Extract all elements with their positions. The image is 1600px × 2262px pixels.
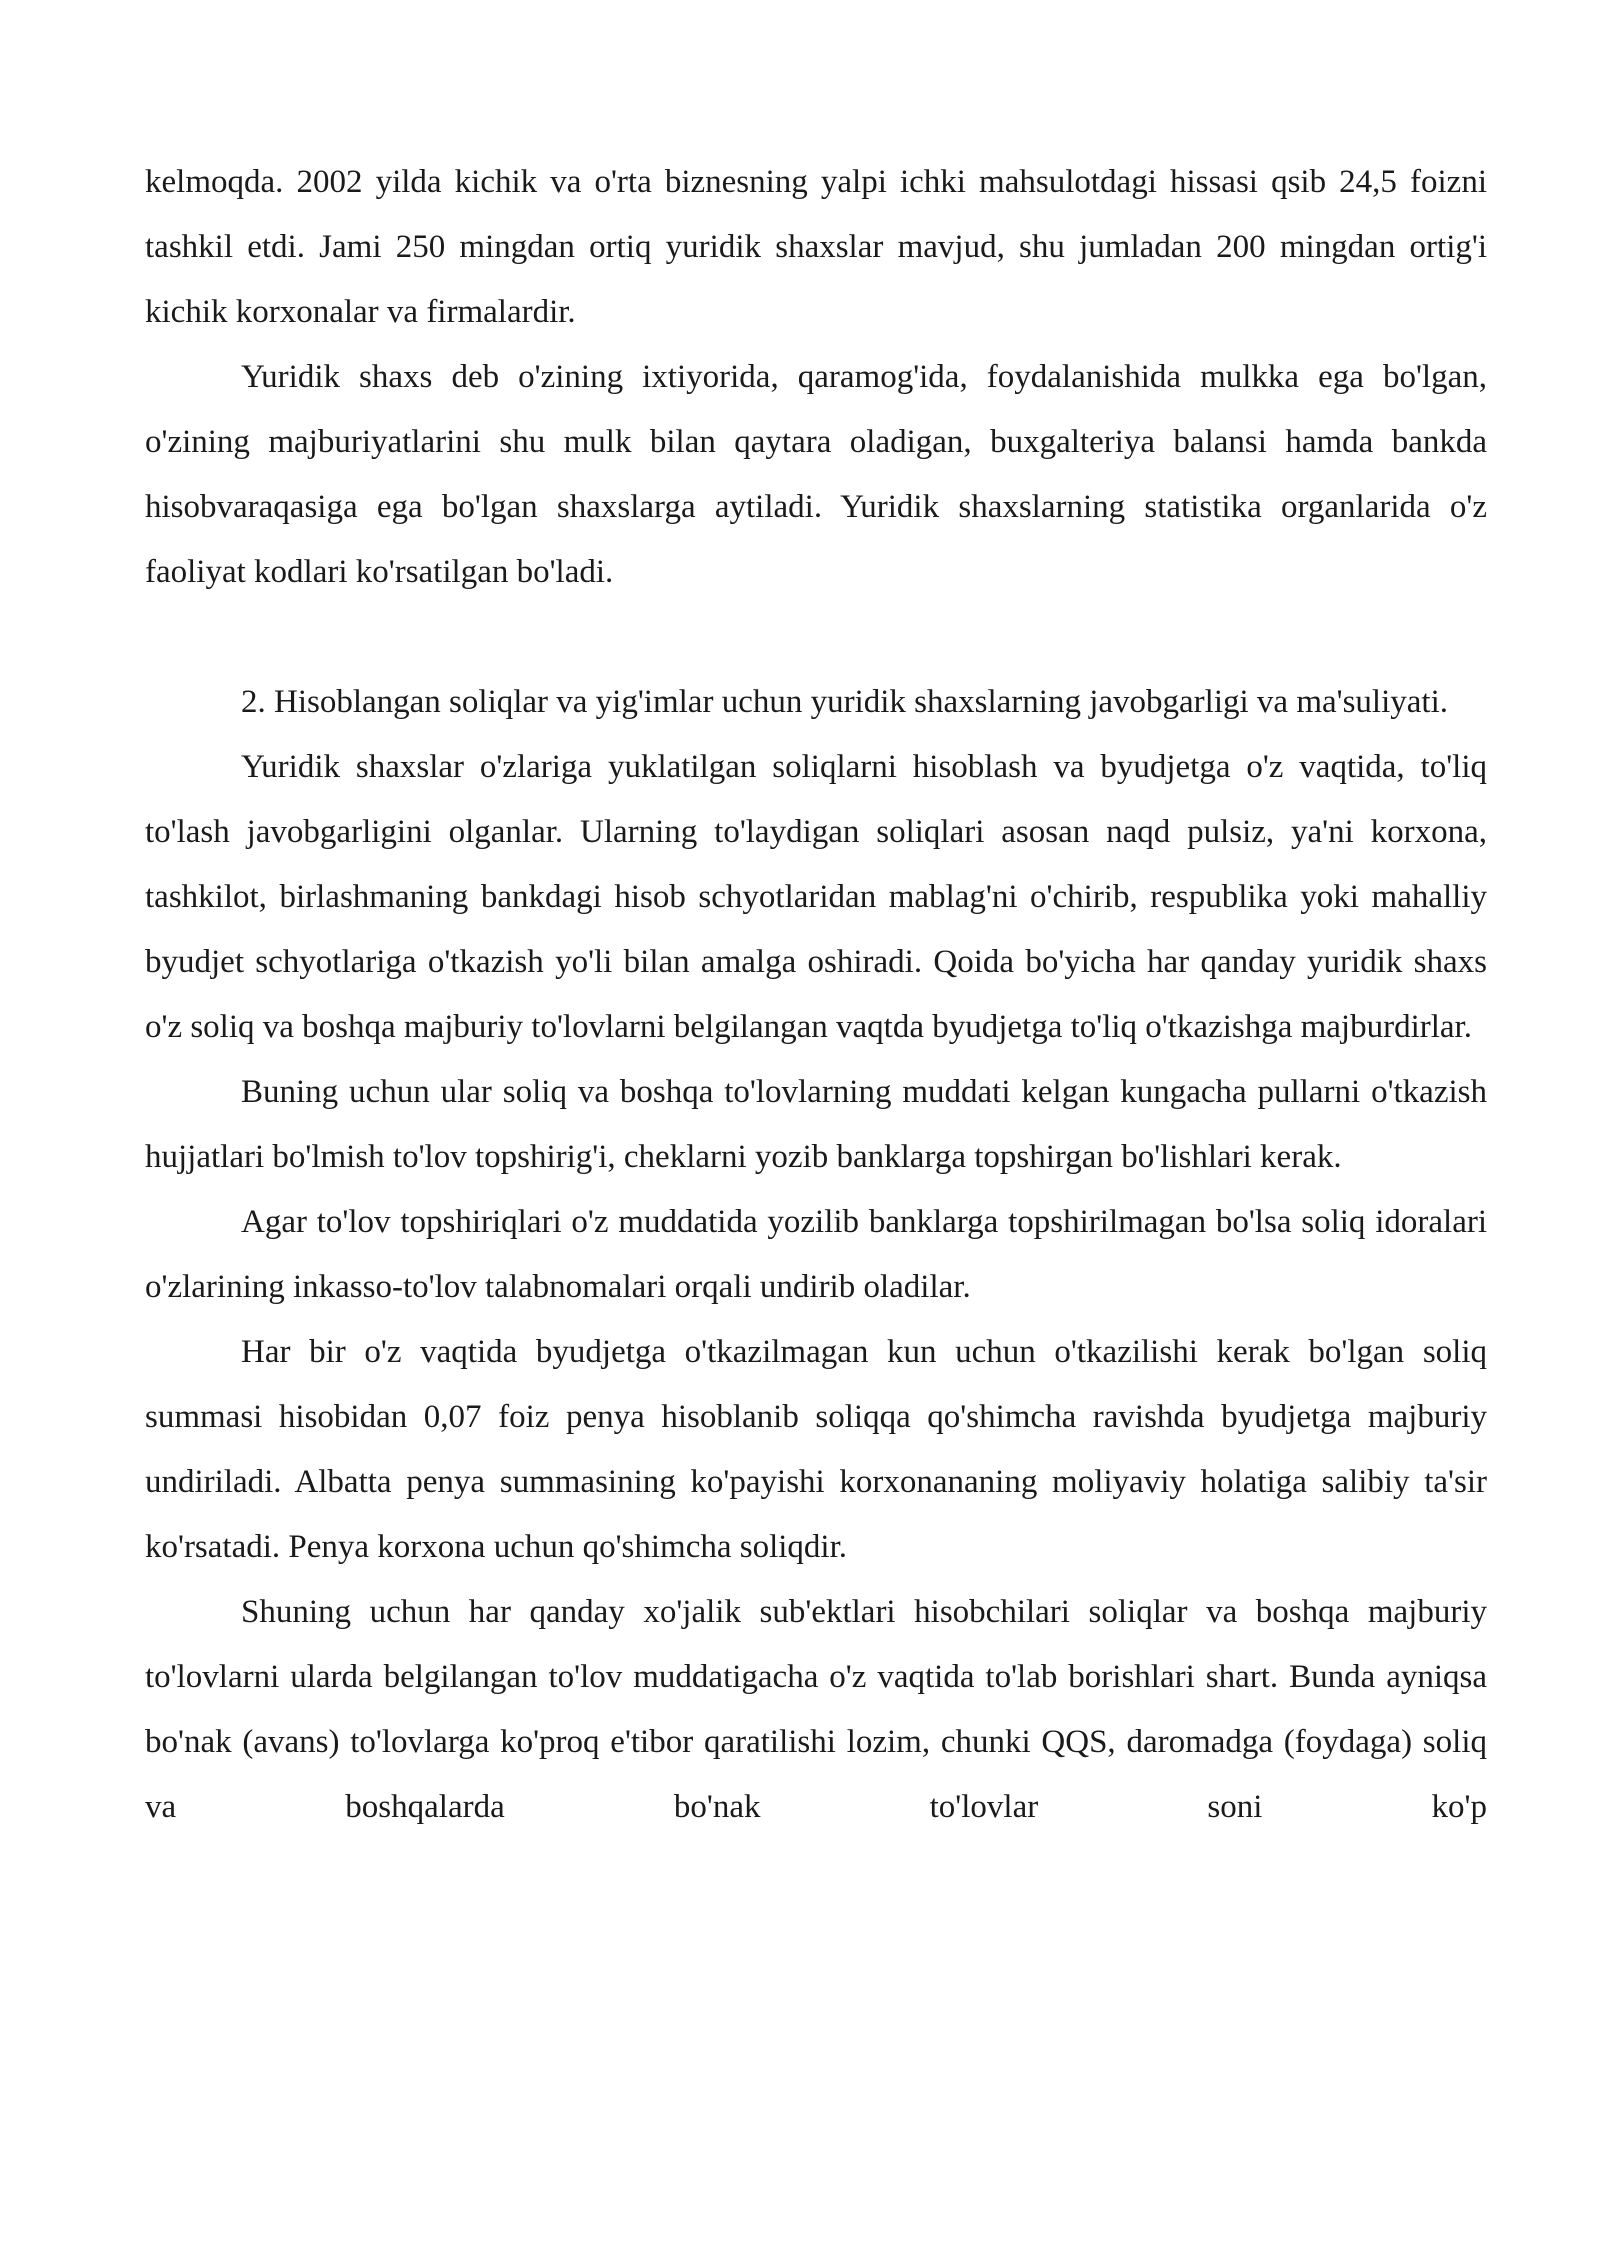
paragraph-timely-payment: Shuning uchun har qanday xo'jalik sub'ektlari hisobchilari soliqlar va boshqa majburiy to'lovlarni ularda belgilangan to'lov muddatigacha o'z vaqtida to'lab borishlari shart. Bunda ayniqsa bo'nak (avans) to'lovlarga ko'proq e'tibor qaratilishi lozim, chunki QQS, daromadga (foydaga) soliq va boshqalarda bo'nak to'lovlar soni ko'p [145, 1594, 1487, 1825]
blank-line [145, 605, 1487, 670]
section-heading: 2. Hisoblangan soliqlar va yig'imlar uchun yuridik shaxslarning javobgarligi va ma'suliyati. [241, 684, 1448, 720]
document-page [145, 150, 1487, 1840]
paragraph-penalty: Har bir o'z vaqtida byudjetga o'tkazilmagan kun uchun o'tkazilishi kerak bo'lgan soliq summasi hisobidan 0,07 foiz penya hisoblanib soliqqa qo'shimcha ravishda byudjetga majburiy undiriladi. Albatta penya summasining ko'payishi korxonananing moliyaviy holatiga salibiy ta'sir ko'rsatadi. Penya korxona uchun qo'shimcha soliqdir. [145, 1334, 1487, 1565]
paragraph-continuation: kelmoqda. 2002 yilda kichik va o'rta biznesning yalpi ichki mahsulotdagi hissasi qsib 24,5 foizni tashkil etdi. Jami 250 mingdan ortiq yuridik shaxslar mavjud, shu jumladan 200 mingdan ortig'i kichik korxonalar va firmalardir. [145, 164, 1487, 330]
paragraph-legal-entity-definition: Yuridik shaxs deb o'zining ixtiyorida, qaramog'ida, foydalanishida mulkka ega bo'lgan, o'zining majburiyatlarini shu mulk bilan qaytara oladigan, buxgalteriya balansi hamda bankda hisobvaraqasiga ega bo'lgan shaxslarga aytiladi. Yuridik shaxslarning statistika organlarida o'z faoliyat kodlari ko'rsatilgan bo'ladi. [145, 359, 1487, 590]
paragraph-payment-documents: Buning uchun ular soliq va boshqa to'lovlarning muddati kelgan kungacha pullarni o'tkazish hujjatlari bo'lmish to'lov topshirig'i, cheklarni yozib banklarga topshirgan bo'lishlari kerak. [145, 1074, 1487, 1175]
paragraph-tax-obligations: Yuridik shaxslar o'zlariga yuklatilgan soliqlarni hisoblash va byudjetga o'z vaqtida, to'liq to'lash javobgarligini olganlar. Ularning to'laydigan soliqlari asosan naqd pulsiz, ya'ni korxona, tashkilot, birlashmaning bankdagi hisob schyotlaridan mablag'ni o'chirib, respublika yoki mahalliy byudjet schyotlariga o'tkazish yo'li bilan amalga oshiradi. Qoida bo'yicha har qanday yuridik shaxs o'z soliq va boshqa majburiy to'lovlarni belgilangan vaqtda byudjetga to'liq o'tkazishga majburdirlar. [145, 749, 1487, 1045]
paragraph-collection: Agar to'lov topshiriqlari o'z muddatida yozilib banklarga topshirilmagan bo'lsa soliq idoralari o'zlarining inkasso-to'lov talabnomalari orqali undirib oladilar. [145, 1204, 1487, 1305]
